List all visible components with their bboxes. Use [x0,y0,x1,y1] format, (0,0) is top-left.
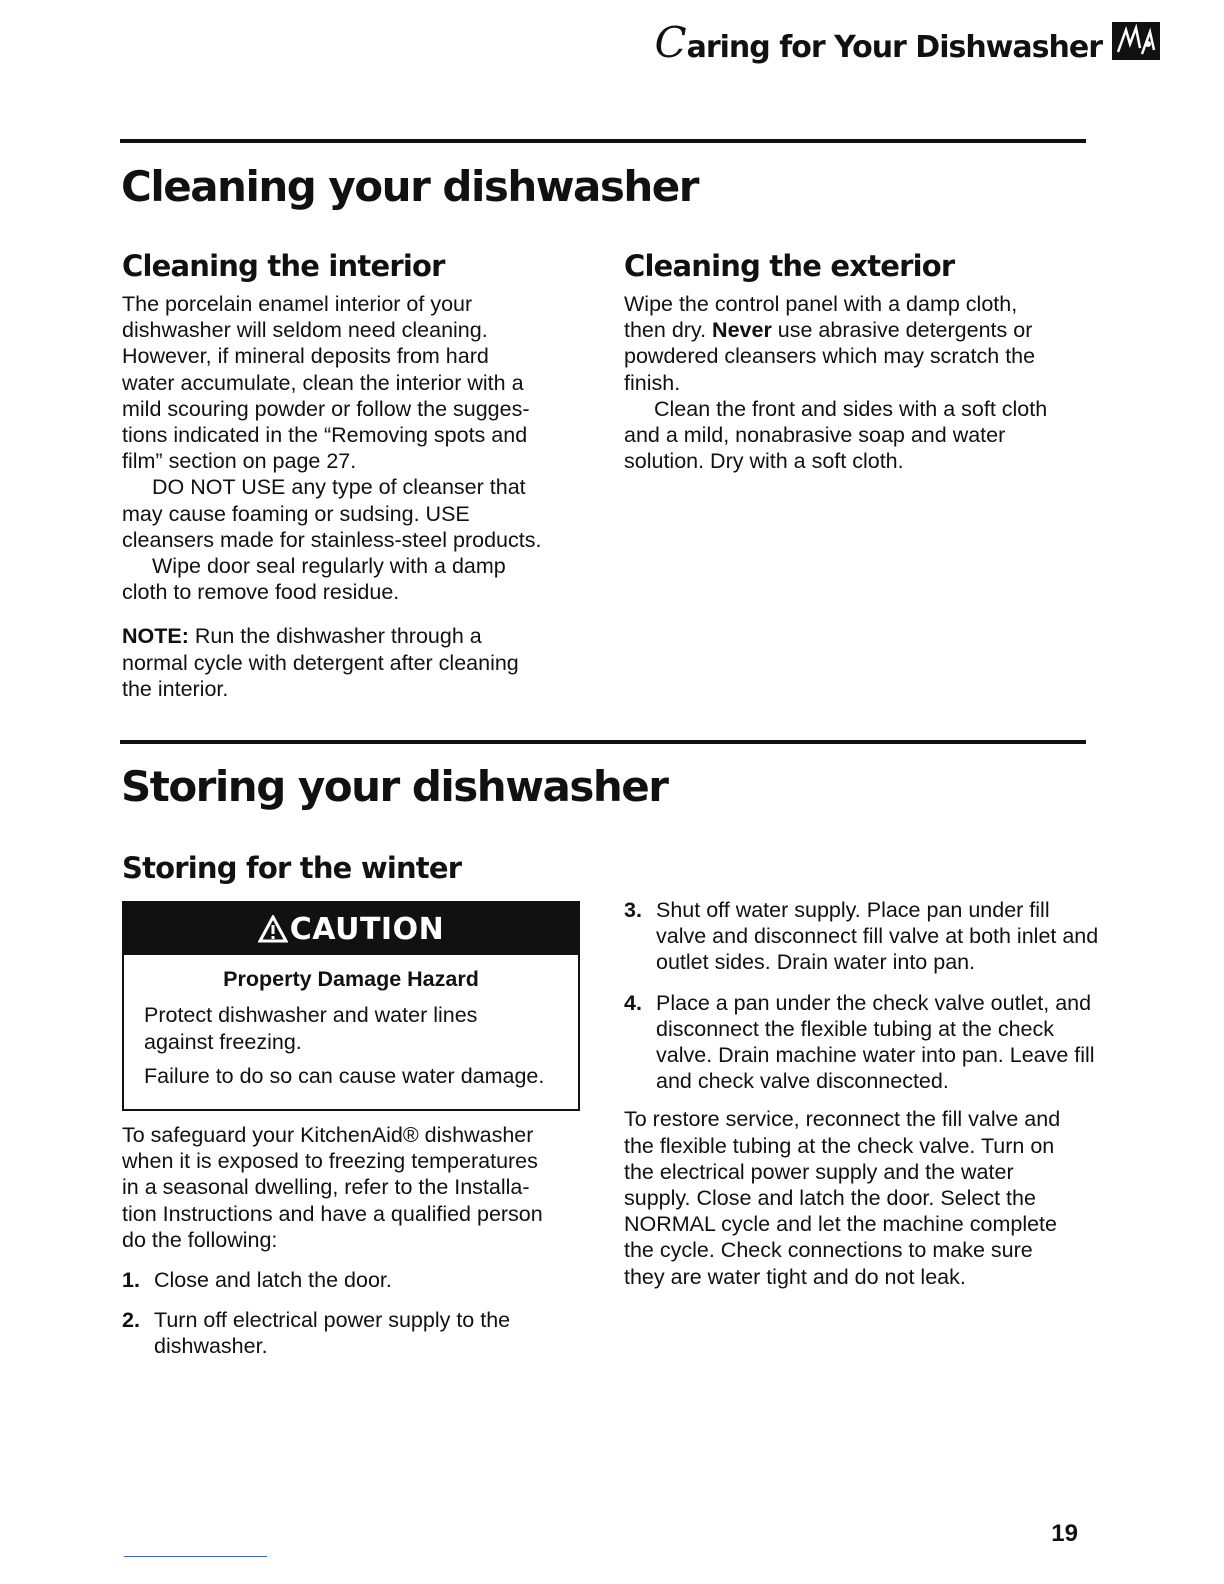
text-line: Run the dishwasher through a [188,624,482,649]
restore-paragraph [624,1106,1106,1289]
text-line: the electrical power supply and the water [624,1159,1014,1184]
text-line: use abrasive detergents or [771,318,1033,343]
step-text: Close and latch the door. [154,1268,392,1293]
step-number: 1. [122,1268,140,1293]
text-line: Wipe door seal regularly with a damp [152,554,506,579]
interior-paragraph-3 [122,553,602,605]
text-line: tion Instructions and have a qualified person [122,1201,543,1226]
text-line: Wipe the control panel with a damp cloth, [624,292,1018,316]
text-line: DO NOT USE any type of cleanser that [152,475,526,500]
interior-paragraph-1 [122,291,602,474]
section-title-cleaning: Cleaning your dishwasher [121,162,698,211]
text-line: powdered cleansers which may scratch the [624,344,1036,369]
cleaning-interior-column [122,249,602,702]
text-line: the flexible tubing at the check valve. Turn on [624,1133,1055,1158]
subhead-cleaning-interior: Cleaning the interior [122,249,445,283]
list-item [624,897,1106,976]
interior-note [122,623,602,702]
exterior-paragraph-2 [624,396,1104,475]
text-line: when it is exposed to freezing temperatures [122,1149,538,1174]
text-line: solution. Dry with a soft cloth. [624,449,904,474]
text-line: finish. [624,370,681,395]
text-line: against freezing. [144,1029,302,1054]
subhead-storing-winter: Storing for the winter [122,851,462,885]
text-line: To restore service, reconnect the fill valve and [624,1107,1061,1132]
section-rule-storing [120,740,1086,744]
section-title-storing: Storing your dishwasher [121,762,668,811]
dishwasher-logo-icon [1112,22,1160,60]
subhead-cleaning-exterior: Cleaning the exterior [624,249,955,283]
text-line: do the following: [122,1227,278,1252]
section-rule-cleaning [120,139,1086,143]
storing-intro [122,1122,592,1253]
caution-banner-text: CAUTION [289,911,445,947]
list-item [624,990,1106,1095]
list-item [122,1267,592,1293]
note-label: NOTE: [122,624,189,649]
page-number: 19 [1051,1520,1078,1547]
step-text: Place a pan under the check valve outlet, and disconnect the flexible tubing at the check valve. Drain machine water into pan. Leave fill and check valve disconnected. [656,990,1095,1094]
never-emphasis: Never [712,318,772,343]
text-line: water accumulate, clean the interior with a [122,370,524,395]
step-number: 4. [624,990,642,1015]
text-line: tions indicated in the “Removing spots and [122,423,528,448]
text-line: To safeguard your KitchenAid® dishwasher [122,1123,534,1147]
warning-triangle-icon [258,915,288,943]
text-line: they are water tight and do not leak. [624,1264,966,1289]
caution-text-line: Failure to do so can cause water damage. [144,1064,545,1088]
text-line: cleansers made for stainless-steel products. [122,527,542,552]
text-line: normal cycle with detergent after cleaning [122,650,519,675]
caution-banner [124,903,578,955]
running-title [654,18,1102,67]
step-number: 3. [624,898,642,922]
caution-box [122,901,580,1111]
exterior-paragraph-1 [624,291,1104,396]
text-line: cloth to remove food residue. [122,580,400,605]
steps-list-right [624,897,1106,1094]
running-title-dropcap: C [654,18,687,67]
text-line: Protect dishwasher and water lines [144,1003,478,1027]
cleaning-exterior-column [624,249,1104,474]
text-line: NORMAL cycle and let the machine complete [624,1212,1057,1237]
storing-right-column [624,897,1106,1290]
storing-left-column [122,1122,592,1374]
step-number: 2. [122,1308,140,1333]
text-line: may cause foaming or sudsing. USE [122,501,470,526]
step-text: Shut off water supply. Place pan under fill valve and disconnect fill valve at both inlet and outlet sides. Drain water into pan. [656,898,1099,975]
running-header [654,18,1160,67]
text-line: Clean the front and sides with a soft cloth [654,396,1048,421]
caution-text-line [144,1002,578,1055]
interior-paragraph-2 [122,474,602,553]
steps-list-left [122,1267,592,1360]
text-line: in a seasonal dwelling, refer to the Installa- [122,1175,530,1200]
step-text: Turn off electrical power supply to the dishwasher. [154,1308,511,1359]
text-line: the cycle. Check connections to make sure [624,1238,1033,1263]
running-title-text: aring for Your Dishwasher [686,30,1102,65]
text-line: then dry. [624,318,713,343]
text-line: mild scouring powder or follow the sugges- [122,396,530,421]
text-line: and a mild, nonabrasive soap and water [624,423,1006,448]
text-line: supply. Close and latch the door. Select the [624,1186,1036,1211]
caution-heading: Property Damage Hazard [223,967,479,991]
text-line: film” section on page 27. [122,449,357,474]
text-line: dishwasher will seldom need cleaning. [122,318,488,343]
text-line: the interior. [122,676,229,701]
footer-divider [124,1556,267,1557]
list-item [122,1307,592,1359]
text-line: However, if mineral deposits from hard [122,344,489,369]
text-line: The porcelain enamel interior of your [122,292,473,316]
